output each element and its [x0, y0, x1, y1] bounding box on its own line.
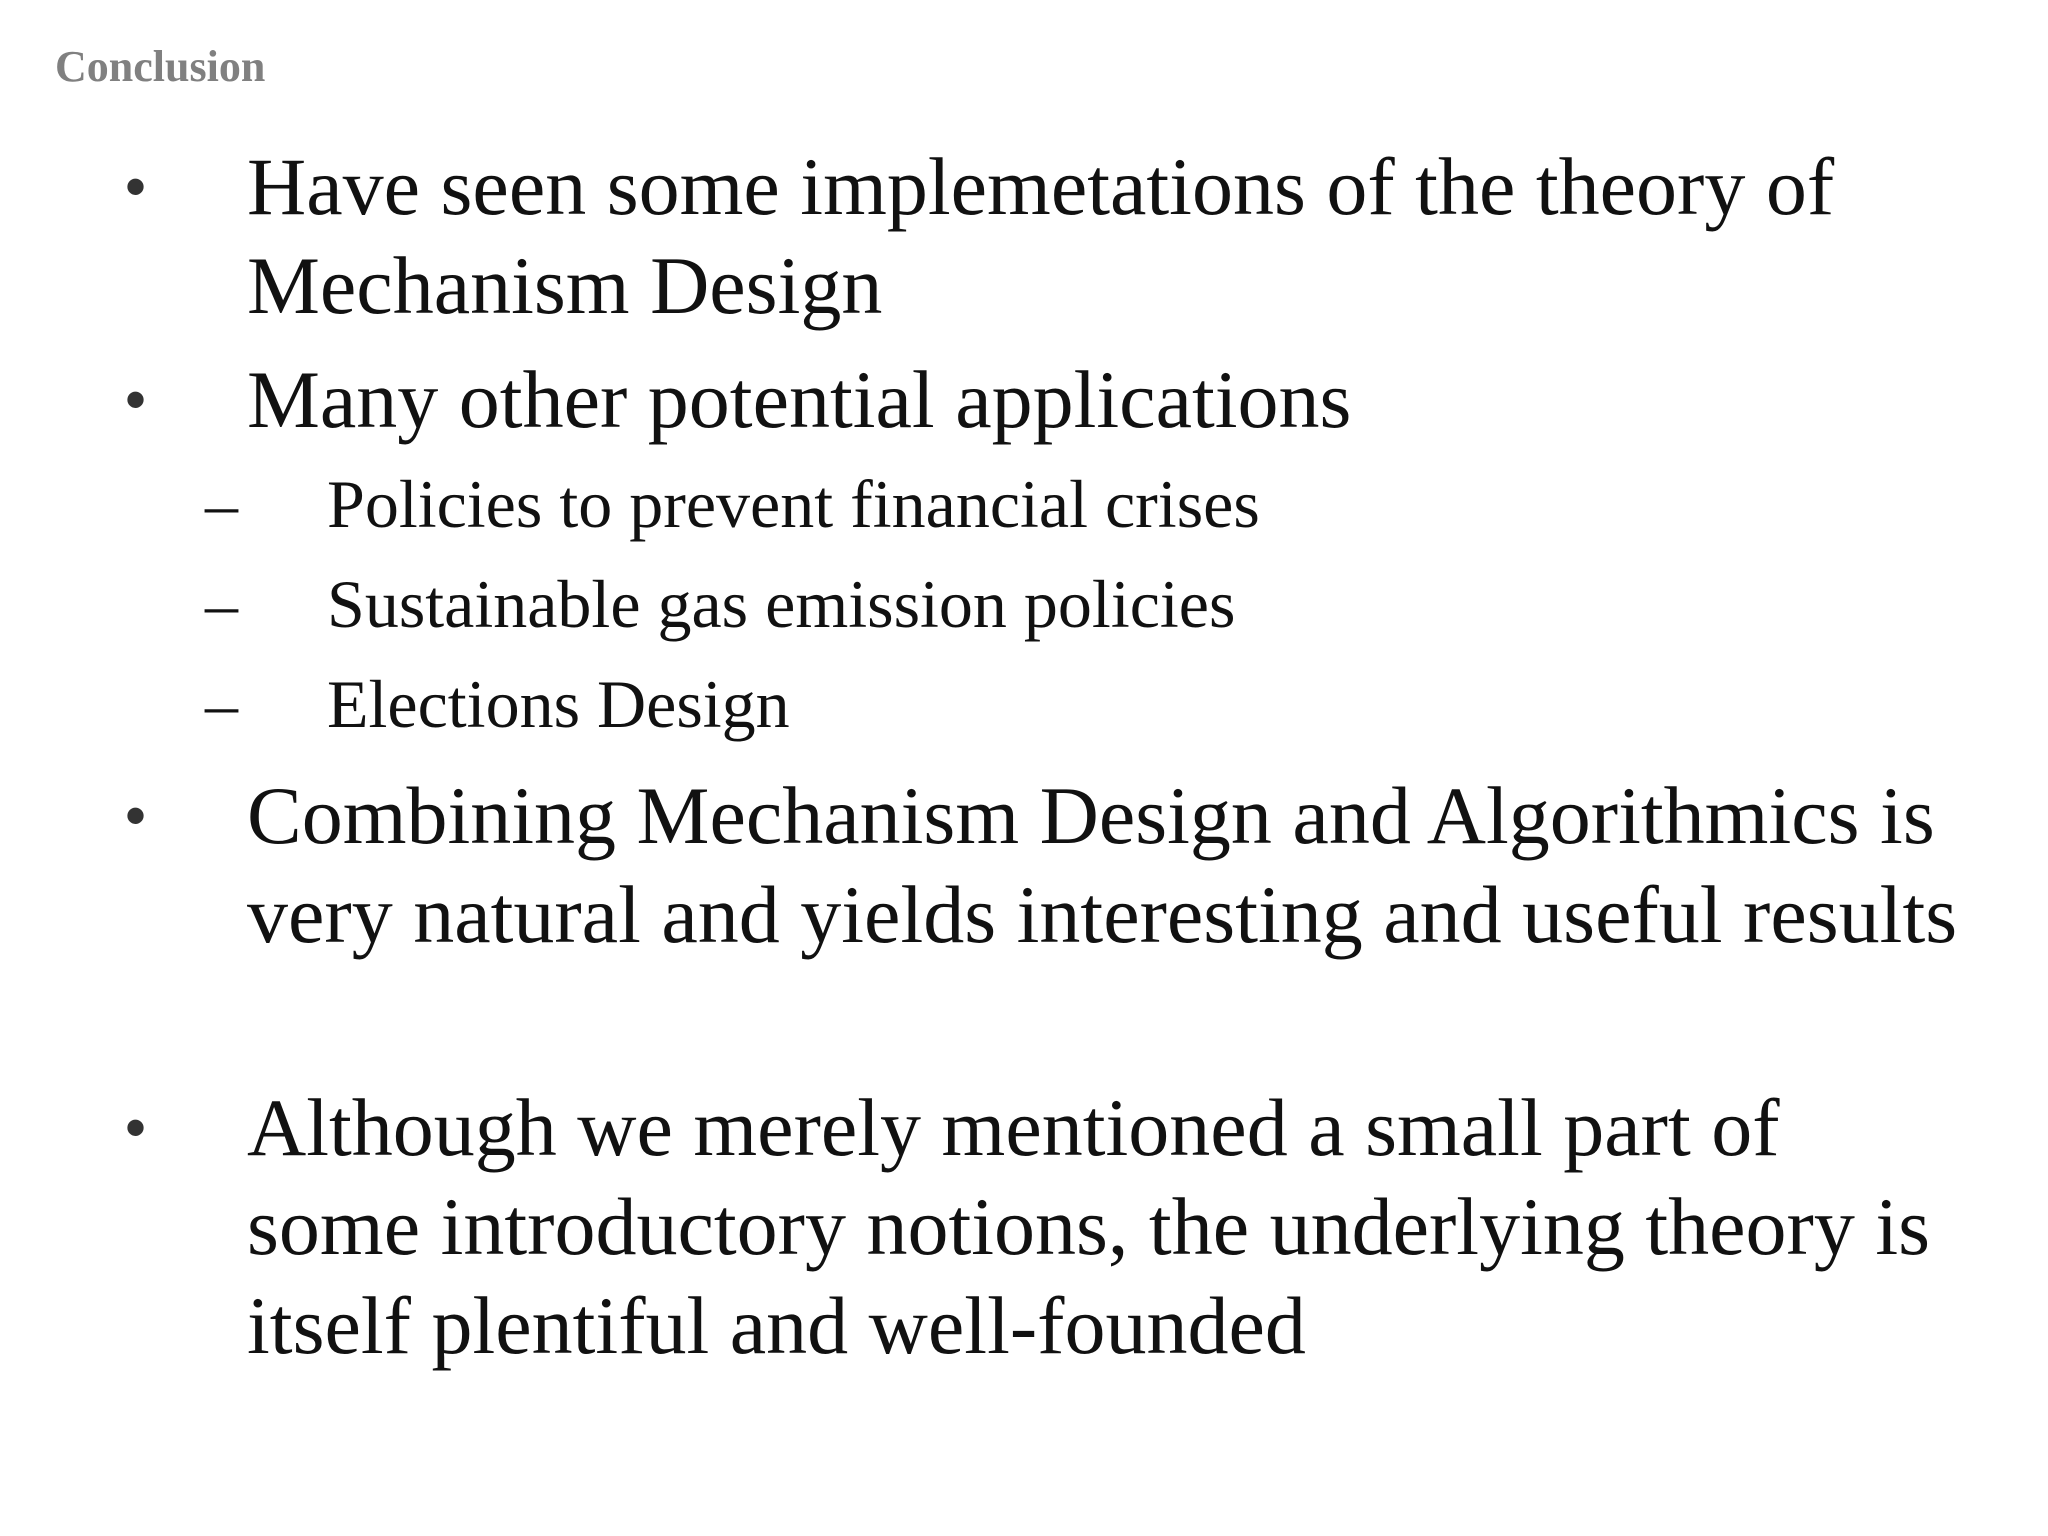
bullet-text: Combining Mechanism Design and Algorithmics is very natural and yields interesting and useful results — [247, 770, 1958, 960]
dash-icon: – — [205, 468, 238, 541]
bullet-text: Although we merely mentioned a small part of some introductory notions, the underlying theory is itself plentiful and well-founded — [247, 1082, 1931, 1371]
bullet-icon: • — [125, 782, 147, 849]
slide-title: Conclusion — [55, 42, 266, 91]
dash-icon: – — [205, 668, 238, 741]
dash-icon: – — [205, 568, 238, 641]
sub-bullet-text: Elections Design — [327, 666, 790, 742]
bullet-icon: • — [125, 153, 147, 220]
bullet-icon: • — [125, 366, 147, 433]
bullet-text: Many other potential applications — [247, 354, 1352, 445]
bullet-icon: • — [125, 1094, 147, 1161]
bullet-text: Have seen some implemetations of the theory of Mechanism Design — [247, 141, 1835, 331]
sub-bullet-text: Policies to prevent financial crises — [327, 466, 1260, 542]
sub-bullet-text: Sustainable gas emission policies — [327, 566, 1236, 642]
